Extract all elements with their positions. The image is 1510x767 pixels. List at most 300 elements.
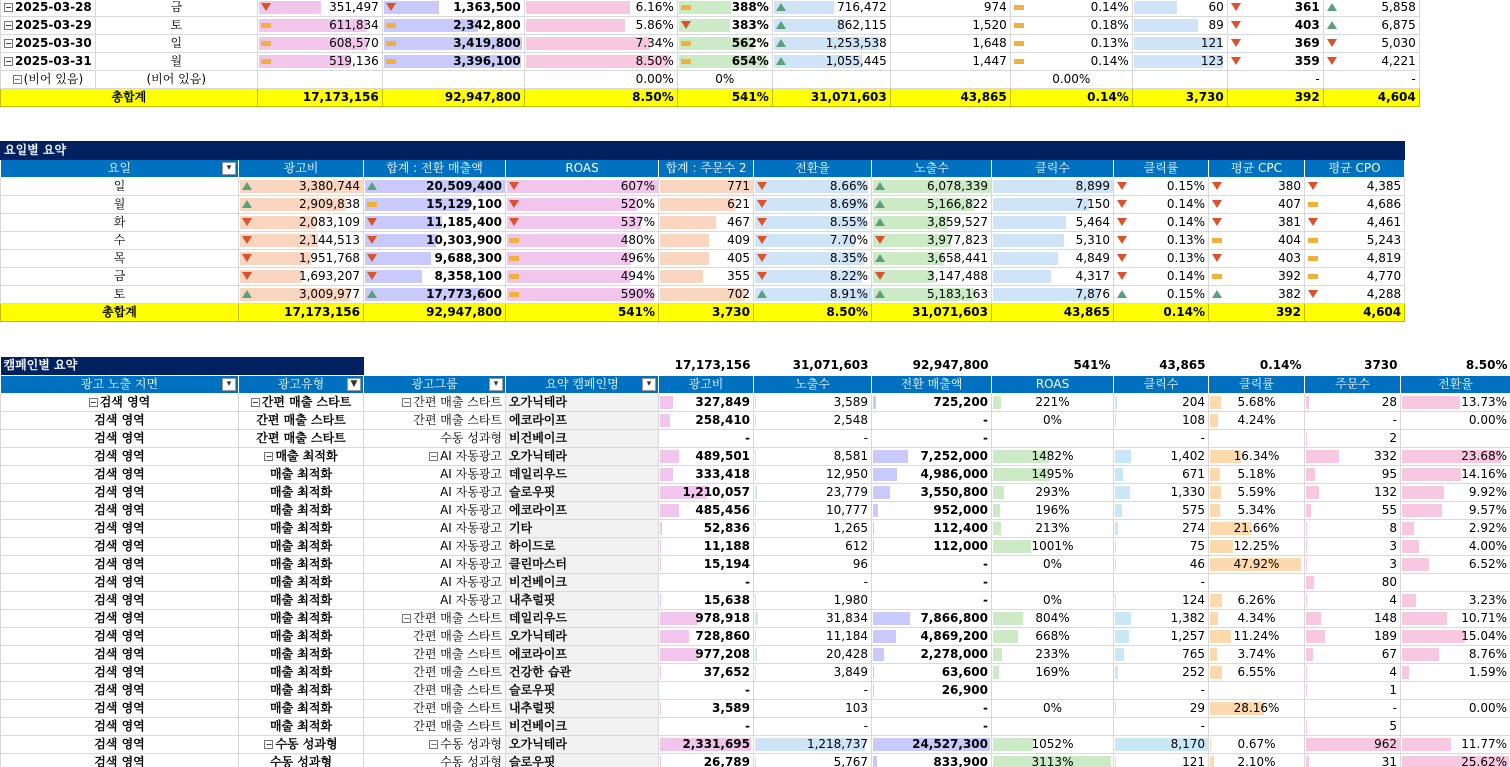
ctr-cell[interactable] [1209,447,1305,465]
date-cell[interactable] [1,0,96,17]
ad-group-cell[interactable] [364,519,506,537]
weekday-cell[interactable] [1,268,239,286]
ad-cost-cell[interactable] [659,681,754,699]
area-cell[interactable] [1,699,239,717]
orders-cell[interactable] [1305,663,1401,681]
ad-cost-cell[interactable] [659,483,754,501]
date-cell[interactable] [1,17,96,35]
roas-cell[interactable] [992,501,1114,519]
campaign-summary-cell[interactable]: 31,071,603 [792,358,869,373]
campaign-summary-cell[interactable]: 17,173,156 [674,358,751,373]
ad-group-cell[interactable] [364,609,506,627]
sales-cell[interactable] [872,483,992,501]
total-cvr-cell[interactable] [524,89,677,107]
collapse-toggle-icon[interactable]: − [430,739,438,749]
filter-dropdown-icon[interactable]: ▾ [489,378,503,391]
ad-cost-cell[interactable] [239,268,364,286]
roas-cell[interactable] [992,753,1114,767]
cvr-cell[interactable] [524,35,677,53]
campaign-header-cell[interactable] [659,375,754,393]
ctr-cell[interactable] [1209,411,1305,429]
cvr-cell[interactable] [1401,627,1510,645]
ctr-cell[interactable] [1209,429,1305,447]
cvr-cell[interactable] [1401,555,1510,573]
cvr-cell[interactable] [1401,735,1510,753]
cvr-cell[interactable] [1401,501,1510,519]
impressions-cell[interactable] [754,483,872,501]
weekday-header-cell[interactable] [1209,160,1305,178]
clicks-cell[interactable] [1114,609,1209,627]
sales-cell[interactable] [872,663,992,681]
orders-cell[interactable] [1305,609,1401,627]
ctr-cell[interactable] [1209,699,1305,717]
roas-cell[interactable] [992,699,1114,717]
clicks-cell[interactable] [992,232,1114,250]
area-cell[interactable] [1,663,239,681]
impressions-cell[interactable] [754,699,872,717]
clicks-cell[interactable] [1114,465,1209,483]
impressions-cell[interactable] [772,0,890,17]
roas-cell[interactable] [506,268,659,286]
collapse-toggle-icon[interactable]: − [5,21,12,30]
weekday-header-cell[interactable] [1114,160,1209,178]
cvr-cell[interactable] [1401,591,1510,609]
ctr-cell[interactable] [1114,196,1209,214]
clicks-cell[interactable] [992,268,1114,286]
sales-cell[interactable] [872,609,992,627]
roas-cell[interactable] [992,519,1114,537]
orders-cell[interactable] [1305,717,1401,735]
orders-cell[interactable] [1305,591,1401,609]
cpo-cell[interactable] [1305,214,1405,232]
cvr-cell[interactable] [1401,465,1510,483]
total-ctr-cell[interactable] [1010,89,1132,107]
ad-group-cell[interactable] [364,573,506,591]
clicks-cell[interactable] [1114,555,1209,573]
orders-cell[interactable] [1305,753,1401,767]
ad-cost-cell[interactable] [659,555,754,573]
cvr-cell[interactable] [1401,537,1510,555]
ad-group-cell[interactable] [364,645,506,663]
cvr-cell[interactable] [524,0,677,17]
cvr-cell[interactable] [754,178,872,196]
area-cell[interactable] [1,681,239,699]
sales-cell[interactable] [364,232,506,250]
empty-cell[interactable] [890,71,1010,89]
impressions-cell[interactable] [872,214,992,232]
orders-cell[interactable] [1132,53,1227,71]
campaign-name-cell[interactable] [506,735,659,753]
weekday-header-cell[interactable] [659,160,754,178]
orders-cell[interactable] [1305,429,1401,447]
total-label-cell[interactable] [1,304,239,322]
ctr-cell[interactable] [1114,268,1209,286]
filter-dropdown-icon[interactable]: ▾ [222,378,236,391]
sales-cell[interactable] [364,196,506,214]
total-cvr-cell[interactable] [754,304,872,322]
total-cpo-cell[interactable] [1305,304,1405,322]
ctr-cell[interactable] [1209,753,1305,767]
cpc-cell[interactable] [1227,71,1323,89]
impressions-cell[interactable] [754,465,872,483]
cpc-cell[interactable] [1227,17,1323,35]
ad-type-cell[interactable] [239,465,364,483]
area-cell[interactable] [1,555,239,573]
cpo-cell[interactable] [1305,250,1405,268]
empty-cell[interactable] [257,71,382,89]
roas-cell[interactable] [677,17,772,35]
roas-cell[interactable] [992,465,1114,483]
empty-cell[interactable] [772,71,890,89]
total-cpo-cell[interactable] [1323,89,1419,107]
ad-type-cell[interactable] [239,591,364,609]
roas-cell[interactable] [992,447,1114,465]
cvr-cell[interactable] [754,268,872,286]
ctr-cell[interactable] [1209,717,1305,735]
ad-cost-cell[interactable] [659,429,754,447]
campaign-name-cell[interactable] [506,519,659,537]
clicks-cell[interactable] [1114,519,1209,537]
ad-group-cell[interactable] [364,393,506,411]
ad-type-cell[interactable] [239,537,364,555]
ctr-cell[interactable] [1114,286,1209,304]
sales-cell[interactable] [382,35,524,53]
campaign-name-cell[interactable] [506,609,659,627]
campaign-name-cell[interactable] [506,393,659,411]
ad-cost-cell[interactable] [239,214,364,232]
cvr-cell[interactable] [1401,609,1510,627]
ad-cost-cell[interactable] [659,573,754,591]
collapse-toggle-icon[interactable]: − [265,739,273,749]
campaign-name-cell[interactable] [506,501,659,519]
impressions-cell[interactable] [754,501,872,519]
orders-cell[interactable] [1305,537,1401,555]
orders-cell[interactable] [1132,17,1227,35]
ctr-cell[interactable] [1114,250,1209,268]
weekday-cell[interactable] [95,0,257,17]
orders-cell[interactable] [1305,699,1401,717]
campaign-name-cell[interactable] [506,663,659,681]
campaign-name-cell[interactable] [506,555,659,573]
total-sales-cell[interactable] [382,89,524,107]
total-clicks-cell[interactable] [992,304,1114,322]
ad-cost-cell[interactable] [659,627,754,645]
roas-cell[interactable] [506,214,659,232]
impressions-cell[interactable] [754,627,872,645]
campaign-header-cell[interactable] [239,375,364,393]
impressions-cell[interactable] [872,196,992,214]
ctr-cell[interactable] [1209,573,1305,591]
cvr-cell[interactable] [1401,753,1510,767]
ad-group-cell[interactable] [364,717,506,735]
ctr-cell[interactable] [1209,645,1305,663]
orders-cell[interactable] [1305,483,1401,501]
clicks-cell[interactable] [992,178,1114,196]
orders-cell[interactable] [1132,35,1227,53]
clicks-cell[interactable] [1114,699,1209,717]
campaign-header-cell[interactable] [1305,375,1401,393]
ad-group-cell[interactable] [364,465,506,483]
ctr-cell[interactable] [1114,232,1209,250]
weekday-header-cell[interactable] [992,160,1114,178]
weekday-cell[interactable] [1,250,239,268]
campaign-name-cell[interactable] [506,573,659,591]
ad-type-cell[interactable] [239,555,364,573]
ad-cost-cell[interactable] [659,735,754,753]
collapse-toggle-icon[interactable]: − [265,451,273,461]
ad-cost-cell[interactable] [239,178,364,196]
weekday-header-cell[interactable] [872,160,992,178]
sales-cell[interactable] [872,393,992,411]
clicks-cell[interactable] [1114,501,1209,519]
campaign-name-cell[interactable] [506,537,659,555]
cpo-cell[interactable] [1305,286,1405,304]
clicks-cell[interactable] [890,53,1010,71]
total-cpc-cell[interactable] [1227,89,1323,107]
ad-group-cell[interactable] [364,681,506,699]
collapse-toggle-icon[interactable]: − [5,57,12,66]
total-roas-cell[interactable] [677,89,772,107]
campaign-header-cell[interactable] [992,375,1114,393]
impressions-cell[interactable] [754,591,872,609]
clicks-cell[interactable] [1114,645,1209,663]
sales-cell[interactable] [872,555,992,573]
collapse-toggle-icon[interactable]: − [89,397,97,407]
roas-cell[interactable] [506,178,659,196]
clicks-cell[interactable] [1114,573,1209,591]
cpc-cell[interactable] [1209,196,1305,214]
ad-type-cell[interactable] [239,735,364,753]
roas-cell[interactable] [992,393,1114,411]
sales-cell[interactable] [872,429,992,447]
weekday-header-cell[interactable] [1305,160,1405,178]
sales-cell[interactable] [872,465,992,483]
campaign-header-cell[interactable] [1,375,239,393]
cvr-cell[interactable] [1401,573,1510,591]
ctr-cell[interactable] [1209,519,1305,537]
impressions-cell[interactable] [754,393,872,411]
impressions-cell[interactable] [872,286,992,304]
ad-group-cell[interactable] [364,735,506,753]
orders-cell[interactable] [1305,555,1401,573]
ctr-cell[interactable] [1209,555,1305,573]
ad-type-cell[interactable] [239,447,364,465]
area-cell[interactable] [1,591,239,609]
campaign-summary-cell[interactable]: 43,865 [1159,358,1206,373]
campaign-name-cell[interactable] [506,465,659,483]
campaign-header-cell[interactable] [1114,375,1209,393]
cvr-cell[interactable] [1401,699,1510,717]
sales-cell[interactable] [872,699,992,717]
cvr-cell[interactable] [1401,393,1510,411]
impressions-cell[interactable] [754,645,872,663]
empty-dow-cell[interactable] [95,71,257,89]
campaign-summary-cell[interactable]: 92,947,800 [912,358,989,373]
ad-type-cell[interactable] [239,627,364,645]
roas-cell[interactable] [677,35,772,53]
total-cpc-cell[interactable] [1209,304,1305,322]
campaign-name-cell[interactable] [506,681,659,699]
weekday-cell[interactable] [95,53,257,71]
cpc-cell[interactable] [1227,35,1323,53]
roas-cell[interactable] [992,483,1114,501]
ctr-cell[interactable] [1209,483,1305,501]
cpc-cell[interactable] [1227,0,1323,17]
campaign-name-cell[interactable] [506,627,659,645]
ad-group-cell[interactable] [364,411,506,429]
campaign-header-cell[interactable] [754,375,872,393]
impressions-cell[interactable] [872,232,992,250]
orders-cell[interactable] [1305,447,1401,465]
total-ad_cost-cell[interactable] [257,89,382,107]
empty-cell[interactable] [382,71,524,89]
cpc-cell[interactable] [1209,286,1305,304]
area-cell[interactable] [1,447,239,465]
clicks-cell[interactable] [1114,753,1209,767]
ad-type-cell[interactable] [239,663,364,681]
clicks-cell[interactable] [1114,735,1209,753]
ad-type-cell[interactable] [239,429,364,447]
cvr-cell[interactable] [754,196,872,214]
weekday-cell[interactable] [1,214,239,232]
sales-cell[interactable] [364,214,506,232]
total-imp-cell[interactable] [772,89,890,107]
cpo-cell[interactable] [1323,17,1419,35]
ad-group-cell[interactable] [364,663,506,681]
ad-type-cell[interactable] [239,609,364,627]
area-cell[interactable] [1,501,239,519]
roas-cell[interactable] [506,286,659,304]
orders-cell[interactable] [1305,465,1401,483]
sales-cell[interactable] [872,411,992,429]
collapse-toggle-icon[interactable]: − [403,397,411,407]
ad-cost-cell[interactable] [659,501,754,519]
clicks-cell[interactable] [1114,717,1209,735]
ad-group-cell[interactable] [364,447,506,465]
sales-cell[interactable] [364,286,506,304]
impressions-cell[interactable] [772,53,890,71]
collapse-toggle-icon[interactable]: − [5,3,12,12]
filter-dropdown-icon[interactable]: ▾ [222,162,236,175]
ctr-cell[interactable] [1209,591,1305,609]
campaign-name-cell[interactable] [506,429,659,447]
filter-dropdown-icon[interactable]: ▾ [642,378,656,391]
ctr-cell[interactable] [1209,663,1305,681]
total-imp-cell[interactable] [872,304,992,322]
sales-cell[interactable] [382,17,524,35]
cpc-cell[interactable] [1209,232,1305,250]
cvr-cell[interactable] [754,214,872,232]
roas-cell[interactable] [677,53,772,71]
roas-cell[interactable] [992,573,1114,591]
impressions-cell[interactable] [754,447,872,465]
ctr-cell[interactable] [1209,501,1305,519]
weekday-cell[interactable] [95,35,257,53]
ad-group-cell[interactable] [364,753,506,767]
ad-type-cell[interactable] [239,753,364,767]
roas-cell[interactable] [992,537,1114,555]
cvr-cell[interactable] [524,53,677,71]
orders-cell[interactable] [659,232,754,250]
cvr-cell[interactable] [1401,429,1510,447]
clicks-cell[interactable] [1114,483,1209,501]
orders-cell[interactable] [1305,519,1401,537]
impressions-cell[interactable] [754,735,872,753]
ad-group-cell[interactable] [364,591,506,609]
impressions-cell[interactable] [754,717,872,735]
cpo-cell[interactable] [1305,196,1405,214]
orders-cell[interactable] [659,250,754,268]
ad-group-cell[interactable] [364,483,506,501]
cvr-cell[interactable] [1401,717,1510,735]
cpo-cell[interactable] [1323,71,1419,89]
area-cell[interactable] [1,411,239,429]
clicks-cell[interactable] [1114,681,1209,699]
clicks-cell[interactable] [992,214,1114,232]
weekday-cell[interactable] [1,196,239,214]
impressions-cell[interactable] [754,519,872,537]
total-roas-cell[interactable] [506,304,659,322]
roas-cell[interactable] [992,645,1114,663]
ctr-cell[interactable] [1010,53,1132,71]
roas-cell[interactable] [677,71,772,89]
clicks-cell[interactable] [1114,393,1209,411]
sales-cell[interactable] [872,645,992,663]
ad-cost-cell[interactable] [659,447,754,465]
cvr-cell[interactable] [754,250,872,268]
cvr-cell[interactable] [1401,447,1510,465]
ctr-cell[interactable] [1114,214,1209,232]
area-cell[interactable] [1,609,239,627]
total-orders-cell[interactable] [1132,89,1227,107]
sales-cell[interactable] [382,53,524,71]
area-cell[interactable] [1,429,239,447]
sales-cell[interactable] [872,447,992,465]
weekday-cell[interactable] [1,286,239,304]
ad-type-cell[interactable] [239,699,364,717]
cpo-cell[interactable] [1323,0,1419,17]
ad-cost-cell[interactable] [659,753,754,767]
sales-cell[interactable] [872,627,992,645]
roas-cell[interactable] [677,0,772,17]
roas-cell[interactable] [992,429,1114,447]
ctr-cell[interactable] [1209,537,1305,555]
clicks-cell[interactable] [1114,663,1209,681]
cvr-cell[interactable] [1401,411,1510,429]
campaign-name-cell[interactable] [506,753,659,767]
ad-cost-cell[interactable] [239,232,364,250]
ad-cost-cell[interactable] [239,196,364,214]
roas-cell[interactable] [992,609,1114,627]
area-cell[interactable] [1,483,239,501]
campaign-name-cell[interactable] [506,699,659,717]
impressions-cell[interactable] [754,609,872,627]
area-cell[interactable] [1,645,239,663]
clicks-cell[interactable] [1114,429,1209,447]
weekday-header-cell[interactable] [1,160,239,178]
total-clicks-cell[interactable] [890,89,1010,107]
campaign-header-cell[interactable] [1401,375,1510,393]
collapse-toggle-icon[interactable]: − [13,75,21,84]
ad-cost-cell[interactable] [659,699,754,717]
weekday-header-cell[interactable] [754,160,872,178]
campaign-name-cell[interactable] [506,483,659,501]
cpo-cell[interactable] [1323,53,1419,71]
campaign-summary-cell[interactable]: 0.14% [1259,358,1302,373]
cpo-cell[interactable] [1305,178,1405,196]
weekday-cell[interactable] [1,232,239,250]
clicks-cell[interactable] [1114,411,1209,429]
